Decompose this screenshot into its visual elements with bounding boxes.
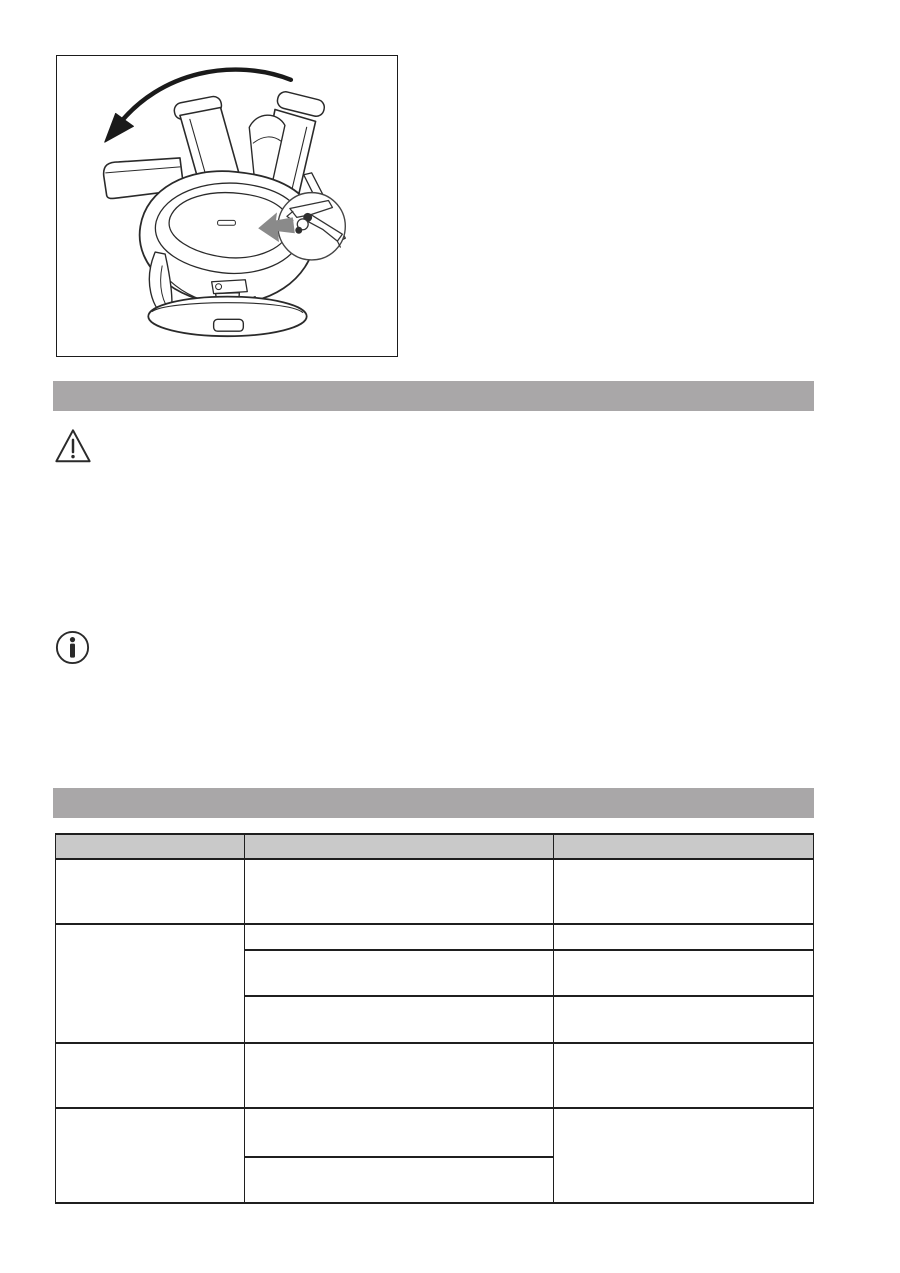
section-header-bar-1 <box>53 381 814 411</box>
table-cell <box>554 859 814 924</box>
table-cell <box>245 1043 554 1108</box>
info-circle-icon <box>55 630 90 665</box>
figure-box <box>56 55 398 357</box>
section-header-bar-2 <box>53 788 814 818</box>
table-cell <box>56 924 245 1043</box>
table-cell <box>245 1157 554 1203</box>
recliner-illustration <box>57 56 396 355</box>
table-header-row <box>56 834 814 859</box>
table-header-cell-2 <box>245 834 554 859</box>
warning-triangle-icon <box>54 427 92 465</box>
table-header-cell-3 <box>554 834 814 859</box>
table-cell <box>554 950 814 996</box>
table-cell <box>554 1108 814 1203</box>
table-cell <box>245 1108 554 1157</box>
table-row <box>56 1108 814 1157</box>
table-header-cell-1 <box>56 834 245 859</box>
table-cell <box>245 950 554 996</box>
table-container <box>55 833 813 1204</box>
table-cell <box>554 1043 814 1108</box>
table-cell <box>554 996 814 1043</box>
table-cell <box>554 924 814 950</box>
table-cell <box>56 859 245 924</box>
table-cell <box>245 996 554 1043</box>
table-cell <box>245 924 554 950</box>
table-cell <box>245 859 554 924</box>
table-row <box>56 859 814 924</box>
table-row <box>56 1043 814 1108</box>
troubleshooting-table <box>55 833 814 1204</box>
table-cell <box>56 1043 245 1108</box>
table-cell <box>56 1108 245 1203</box>
table-row <box>56 924 814 950</box>
